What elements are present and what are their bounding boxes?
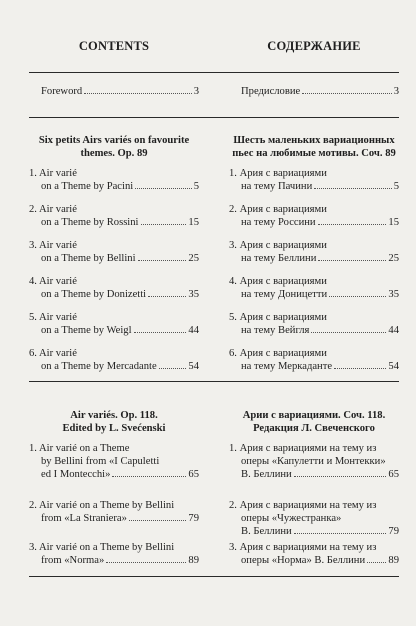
entry-subtitle: on a Theme by Rossini: [41, 217, 139, 229]
page-number: 35: [188, 289, 199, 301]
foreword-label: Foreword: [41, 86, 83, 97]
page-number: 65: [388, 469, 399, 481]
toc-entry: [229, 541, 399, 567]
entry-subtitle: на тему Пачини: [241, 181, 313, 193]
entry-line: 5. Ария с вариациями: [229, 312, 327, 323]
entry-line: 3. Ария с вариациями: [229, 240, 327, 251]
page-number: 3: [193, 86, 199, 97]
dot-leader: [129, 520, 187, 521]
entry-line: 6. Ария с вариациями: [229, 348, 327, 359]
dot-leader: [314, 188, 391, 189]
section2-heading-ru: [229, 409, 399, 436]
toc-entry: [229, 442, 399, 482]
dot-leader: [159, 368, 187, 369]
page-number: 79: [388, 526, 399, 538]
dot-leader: [294, 476, 387, 477]
toc-entry: [29, 541, 199, 567]
dot-leader: [311, 332, 386, 333]
entry-subtitle: на тему Меркаданте: [241, 361, 333, 373]
contents-title-ru: СОДЕРЖАНИЕ: [267, 39, 361, 53]
section1-heading-ru: [229, 134, 399, 161]
foreword-entry-ru: [229, 85, 399, 98]
rule-after-op89: [29, 381, 399, 382]
page-number: 25: [188, 253, 199, 265]
dot-leader: [294, 533, 387, 534]
rule-bottom: [29, 576, 399, 577]
entry-subtitle: on a Theme by Pacini: [41, 181, 134, 193]
toc-entry: [29, 347, 199, 373]
dot-leader: [334, 368, 386, 369]
toc-entry: [229, 311, 399, 337]
entry-line: 5. Air varié: [29, 312, 77, 323]
dot-leader: [318, 224, 387, 225]
toc-entry: [229, 167, 399, 193]
section2-heading-line1: Air variés. Op. 118.: [70, 410, 158, 421]
toc-entry: [29, 275, 199, 301]
page-number: 35: [388, 289, 399, 301]
entry-line: 2. Air varié: [29, 204, 77, 215]
entry-subtitle: on a Theme by Weigl: [41, 325, 132, 337]
section1-heading-line1: Six petits Airs variés on favourite: [38, 135, 190, 146]
page-number: 5: [393, 181, 399, 193]
toc-entry: [29, 239, 199, 265]
section2-heading: [29, 409, 199, 436]
entry-line: from «La Straniera»: [41, 513, 127, 525]
entry-line: 3. Air varié on a Theme by Bellini: [29, 542, 175, 553]
page-number: 15: [388, 217, 399, 229]
dot-leader: [329, 296, 386, 297]
entry-line: by Bellini from «I Capuletti: [41, 456, 160, 468]
entry-line: 1. Ария с вариациями: [229, 168, 327, 179]
entry-line: 3. Air varié: [29, 240, 77, 251]
dot-leader: [367, 562, 386, 563]
toc-entry: [229, 203, 399, 229]
entry-line: оперы «Чужестранка»: [241, 513, 342, 525]
entry-line: 1. Air varié on a Theme: [29, 443, 130, 454]
section1-heading-line1: Шесть маленьких вариационных: [233, 135, 395, 146]
entry-line: 4. Ария с вариациями: [229, 276, 327, 287]
entry-line: В. Беллини: [241, 469, 292, 481]
entry-subtitle: on a Theme by Bellini: [41, 253, 136, 265]
entry-line: 2. Ария с вариациями: [229, 204, 327, 215]
page-number: 89: [188, 555, 199, 567]
entry-line: оперы «Капулетти и Монтекки»: [241, 456, 386, 468]
dot-leader: [106, 562, 186, 563]
page-number: 44: [388, 325, 399, 337]
entry-subtitle: on a Theme by Donizetti: [41, 289, 147, 301]
rule-after-foreword: [29, 117, 399, 118]
toc-entry: [229, 347, 399, 373]
toc-entry: [29, 311, 199, 337]
page-number: 44: [188, 325, 199, 337]
dot-leader: [148, 296, 186, 297]
dot-leader: [135, 188, 192, 189]
dot-leader: [112, 476, 186, 477]
entry-subtitle: на тему Россини: [241, 217, 316, 229]
toc-entry: [229, 275, 399, 301]
dot-leader: [84, 93, 192, 94]
section1-heading-line2: themes. Op. 89: [80, 148, 148, 160]
page-number: 3: [393, 86, 399, 97]
section2-heading-line2: Редакция Л. Свеченского: [253, 423, 375, 435]
page-number: 54: [388, 361, 399, 373]
section2-heading-line2: Edited by L. Svećenski: [62, 423, 166, 435]
rule-top: [29, 72, 399, 73]
entry-line: 6. Air varié: [29, 348, 77, 359]
toc-entry: [29, 203, 199, 229]
dot-leader: [141, 224, 187, 225]
page-number: 89: [388, 555, 399, 567]
page-number: 54: [188, 361, 199, 373]
entry-line: оперы «Норма» В. Беллини: [241, 555, 366, 567]
dot-leader: [138, 260, 187, 261]
page-number: 65: [188, 469, 199, 481]
dot-leader: [318, 260, 386, 261]
entry-line: 2. Air varié on a Theme by Bellini: [29, 500, 175, 511]
entry-subtitle: на тему Вейгля: [241, 325, 310, 337]
toc-entry: [29, 499, 199, 525]
entry-subtitle: on a Theme by Mercadante: [41, 361, 157, 373]
entry-line: 1. Air varié: [29, 168, 77, 179]
page-number: 79: [188, 513, 199, 525]
entry-line: ed I Montecchi»: [41, 469, 111, 481]
entry-subtitle: на тему Беллини: [241, 253, 317, 265]
dot-leader: [302, 93, 391, 94]
toc-entry: [229, 239, 399, 265]
entry-line: 3. Ария с вариациями на тему из: [229, 542, 377, 553]
entry-line: from «Norma»: [41, 555, 105, 567]
page-number: 25: [388, 253, 399, 265]
entry-line: 1. Ария с вариациями на тему из: [229, 443, 377, 454]
section1-heading: [29, 134, 199, 161]
toc-entry: [229, 499, 399, 539]
page-number: 15: [188, 217, 199, 229]
foreword-entry: [29, 85, 199, 98]
toc-entry: [29, 442, 199, 482]
section1-heading-line2: пьес на любимые мотивы. Соч. 89: [232, 148, 396, 160]
entry-line: 4. Air varié: [29, 276, 77, 287]
entry-line: 2. Ария с вариациями на тему из: [229, 500, 377, 511]
section2-heading-line1: Арии с вариациями. Соч. 118.: [242, 410, 386, 421]
foreword-label: Предисловие: [241, 86, 301, 97]
dot-leader: [134, 332, 187, 333]
contents-title: CONTENTS: [78, 39, 150, 53]
entry-subtitle: на тему Доницетти: [241, 289, 328, 301]
page-number: 5: [193, 181, 199, 193]
entry-line: В. Беллини: [241, 526, 292, 538]
toc-entry: [29, 167, 199, 193]
